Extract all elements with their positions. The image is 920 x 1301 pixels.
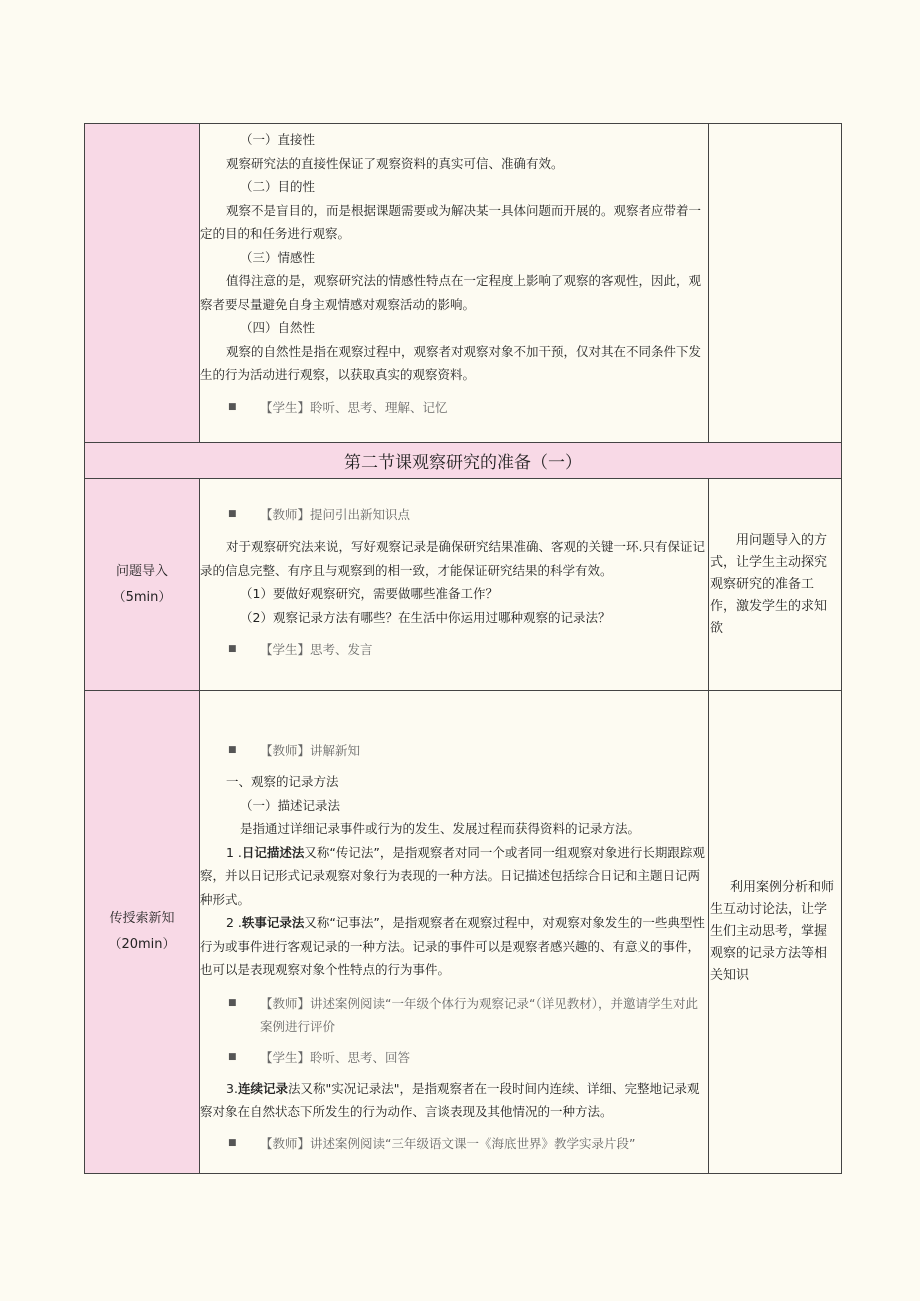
heading: 一、观察的记录方法 [226,774,339,789]
subheading: （一）描述记录法 [240,797,341,813]
method-anecdote: 2 .轶事记录法又称“记事法”，是指观察者在观察过程中，对观察对象发生的一些典型性行为或事件进行客观记录的一种方法。记录的事件可以是观察者感兴趣的、有意义的事件，也可以是表现观察对象个性特点的行为事件。 [200,915,705,977]
table-row [85,691,841,1173]
paragraph: 观察的自然性是指在观察过程中，观察者对观察对象不加干预，仅对其在不同条件下发生的行为活动进行观察，以获取真实的观察资料。 [200,343,702,382]
method-continuous: 3.连续记录法又称"实况记录法"，是指观察者在一段时间内连续、详细、完整地记录观察对象在自然状态下所发生的行为动作、言谈表现及其他情况的一种方法。 [200,1080,700,1119]
teacher-activity: ■ 【教师】提问引出新知识点 [200,503,708,526]
content-cell [200,479,709,690]
teacher-activity: ■ 【教师】讲述案例阅读“一年级个体行为观察记录“（详见教材），并邀请学生对此案例进行评价 [200,992,708,1038]
design-cell [709,479,841,690]
question-1: （1）要做好观察研究，需要做哪些准备工作？ [240,586,498,601]
table-row [85,479,841,691]
stage-cell [85,479,200,690]
heading-purpose: （二）目的性 [240,179,316,194]
bullet-square-icon: ■ [228,401,237,412]
student-activity: ■ 【学生】聆听、思考、回答 [200,1046,708,1069]
table-row [85,124,841,443]
teacher-activity: ■ 【教师】讲述案例阅读“三年级语文课一《海底世界》教学实录片段” [200,1132,708,1155]
bullet-square-icon: ■ [228,745,237,755]
section-title: 第二节课观察研究的准备（一） [85,443,841,479]
paragraph: 观察不是盲目的，而是根据课题需要或为解决某一具体问题而开展的。观察者应带着一定的目的和任务进行观察。 [200,202,702,241]
design-cell [709,124,841,442]
paragraph: 值得注意的是，观察研究法的情感性特点在一定程度上影响了观察的客观性，因此，观察者要尽量避免自身主观情感对观察活动的影响。 [200,273,702,312]
bullet-square-icon: ■ [228,1137,237,1148]
stage-time: （5min） [112,589,172,605]
heading-emotion: （三）情感性 [240,249,316,265]
stage-cell [85,691,200,1173]
method-diary: 1 .日记描述法又称“传记法”，是指观察者对同一个或者同一组观察对象进行长期跟踪观察，并以日记形式记录观察对象行为表现的一种方法。日记描述包括综合日记和主题日记两种形式。 [200,844,705,907]
bullet-square-icon: ■ [228,1051,237,1062]
stage-name: 传授索新知 [109,911,175,926]
lesson-table [84,123,842,1174]
paragraph: 观察研究法的直接性保证了观察资料的真实可信、准确有效。 [226,155,564,171]
stage-name: 问题导入 [115,563,168,579]
student-activity: ■ 【学生】思考、发言 [200,638,708,661]
bullet-square-icon: ■ [228,644,237,654]
paragraph: 对于观察研究法来说，写好观察记录是确保研究结果准确、客观的关键一环.只有保证记录的信息完整、有序且与观察到的相一致，才能保证研究结果的科学有效。 [200,539,705,578]
content-cell [200,124,709,442]
design-cell [709,691,841,1173]
heading-direct: （一）直接性 [240,132,316,147]
bullet-square-icon: ■ [228,997,237,1008]
content-cell [200,691,709,1173]
student-activity: ■ 【学生】聆听、思考、理解、记忆 [200,396,708,419]
design-text: 用问题导入的方式，让学生主动探究观察研究的准备工作，激发学生的求知欲 [710,532,828,636]
bullet-square-icon: ■ [228,509,237,519]
design-text: 利用案例分析和师生互动讨论法，让学生们主动思考，掌握观察的记录方法等相关知识 [710,880,835,983]
stage-cell [85,124,200,442]
teacher-activity: ■ 【教师】讲解新知 [200,739,708,762]
heading-natural: （四）自然性 [240,320,316,335]
paragraph: 是指通过详细记录事件或行为的发生、发展过程而获得资料的记录方法。 [240,821,641,836]
question-2: （2）观察记录方法有哪些？在生活中你运用过哪种观察的记录法？ [240,609,611,625]
stage-time: （20min） [108,937,176,952]
